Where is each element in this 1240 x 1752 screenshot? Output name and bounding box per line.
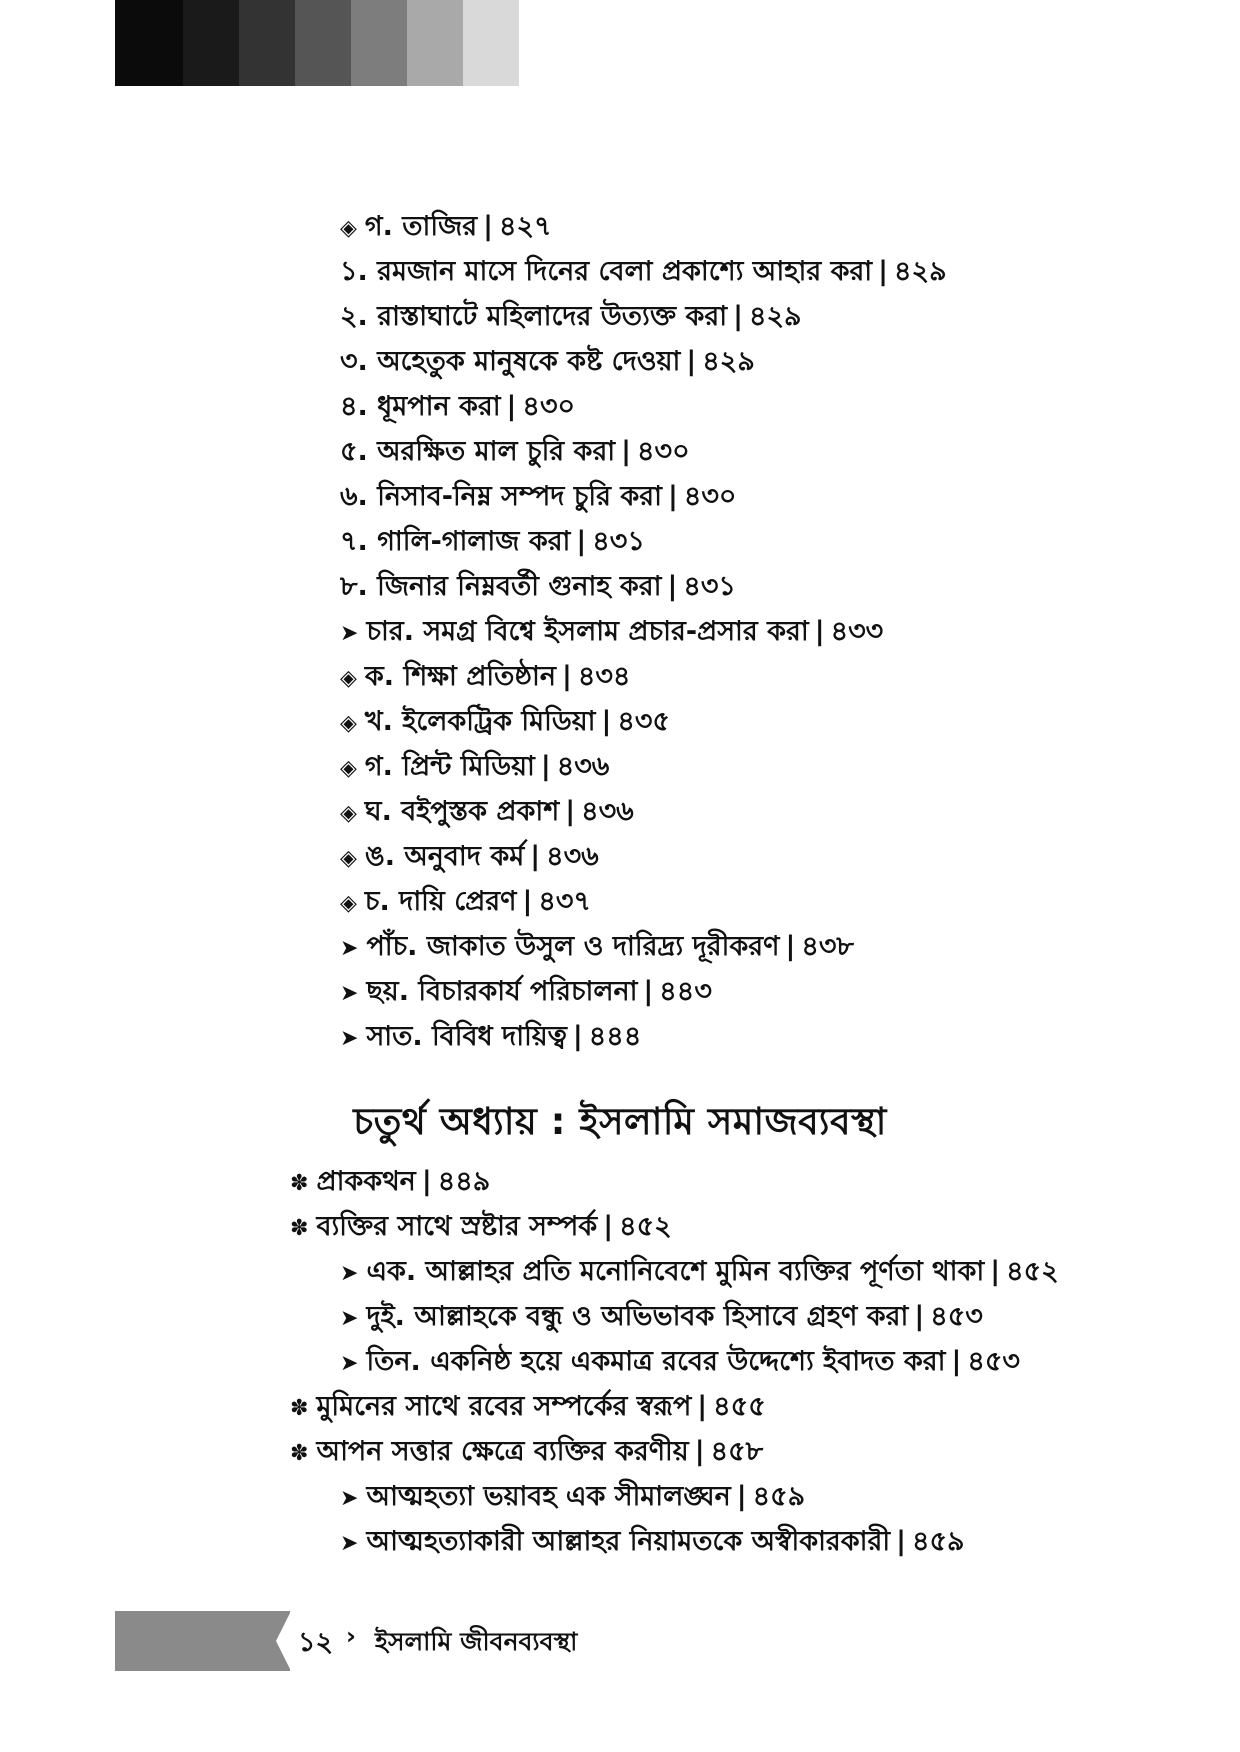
- toc-entry-text: ক. শিক্ষা প্রতিষ্ঠান: [364, 661, 556, 692]
- separator: |: [530, 841, 541, 872]
- toc-entry[interactable]: [340, 1345, 1020, 1381]
- toc-entry-page: ৪৪৯: [437, 1166, 491, 1197]
- gradient-cell: [351, 0, 407, 86]
- separator: |: [643, 976, 654, 1007]
- separator: |: [603, 1211, 614, 1242]
- toc-entry-text: ব্যক্তির সাথে স্রষ্টার সম্পর্ক: [316, 1211, 598, 1242]
- chevron-right-icon: ›: [346, 1622, 356, 1650]
- toc-entry-page: ৪৩৮: [801, 931, 854, 962]
- toc-entry-text: দুই. আল্লাহকে বন্ধু ও অভিভাবক হিসাবে গ্রহণ করা: [366, 1301, 909, 1332]
- toc-entry-page: ৪২৯: [702, 346, 755, 377]
- separator: |: [421, 1166, 432, 1197]
- gradient-header-bar: [115, 0, 519, 86]
- separator: |: [601, 706, 612, 737]
- gradient-cell: [183, 0, 239, 86]
- arrow-bullet-icon: ➤: [340, 1306, 359, 1331]
- separator: |: [896, 1526, 906, 1557]
- toc-entry-page: ৪৩৭: [538, 886, 591, 917]
- toc-entry[interactable]: [340, 480, 736, 514]
- toc-entry-page: ৪৩০: [637, 436, 690, 467]
- toc-entry[interactable]: [340, 930, 854, 966]
- toc-entry[interactable]: [340, 435, 690, 469]
- toc-entry[interactable]: [340, 795, 634, 831]
- toc-entry[interactable]: [340, 1300, 983, 1336]
- separator: |: [667, 571, 678, 602]
- separator: |: [522, 886, 533, 917]
- separator: |: [621, 436, 632, 467]
- arrow-bullet-icon: ➤: [340, 936, 359, 961]
- toc-entry-text: এক. আল্লাহর প্রতি মনোনিবেশে মুমিন ব্যক্তির পূর্ণতা থাকা: [366, 1256, 985, 1287]
- arrow-bullet-icon: ➤: [340, 1351, 359, 1376]
- diamond-bullet-icon: ◈: [340, 801, 357, 826]
- toc-entry-page: ৪৩৪: [577, 661, 631, 692]
- toc-entry-text: মুমিনের সাথে রবের সম্পর্কের স্বরূপ: [316, 1391, 692, 1422]
- toc-entry-page: ৪৫২: [619, 1211, 672, 1242]
- toc-entry[interactable]: [290, 1210, 672, 1246]
- chapter-heading: চতুর্থ অধ্যায় : ইসলামি সমাজব্যবস্থা: [353, 1100, 887, 1143]
- toc-entry-text: ৭. গালি-গালাজ করা: [340, 526, 571, 557]
- toc-entry-text: আপন সত্তার ক্ষেত্রে ব্যক্তির করণীয়: [316, 1436, 689, 1467]
- arrow-bullet-icon: ➤: [340, 1486, 359, 1511]
- toc-entry[interactable]: [340, 255, 947, 289]
- running-footer-title: ইসলামি জীবনব্যবস্থা: [375, 1627, 578, 1656]
- toc-entry-text: খ. ইলেকট্রিক মিডিয়া: [364, 706, 596, 737]
- toc-entry[interactable]: [340, 1255, 1059, 1291]
- toc-entry[interactable]: [340, 345, 755, 379]
- toc-entry[interactable]: [340, 390, 575, 424]
- separator: |: [697, 1391, 708, 1422]
- toc-entry[interactable]: [340, 210, 552, 246]
- toc-entry-text: প্রাককথন: [316, 1166, 416, 1197]
- toc-entry-page: ৪৪৩: [659, 976, 712, 1007]
- separator: |: [483, 211, 493, 242]
- gradient-cell: [239, 0, 295, 86]
- separator: |: [540, 751, 551, 782]
- separator: |: [686, 346, 697, 377]
- toc-entry[interactable]: [340, 615, 883, 651]
- toc-entry-text: ঙ. অনুবাদ কর্ম: [364, 841, 525, 872]
- toc-entry-text: ছয়. বিচারকার্য পরিচালনা: [366, 976, 638, 1007]
- toc-entry[interactable]: [340, 705, 670, 741]
- separator: |: [785, 931, 796, 962]
- separator: |: [572, 1021, 583, 1052]
- toc-entry-page: ৪৫৮: [710, 1436, 764, 1467]
- toc-entry-page: ৪৩০: [522, 391, 576, 422]
- toc-entry-text: ৩. অহেতুক মানুষকে কষ্ট দেওয়া: [340, 346, 681, 377]
- diamond-bullet-icon: ◈: [340, 666, 357, 691]
- toc-entry-page: ৪৩৬: [581, 796, 634, 827]
- toc-entry-text: তিন. একনিষ্ঠ হয়ে একমাত্র রবের উদ্দেশ্যে ইবাদত করা: [366, 1346, 946, 1377]
- separator: |: [667, 481, 678, 512]
- toc-entry[interactable]: [340, 660, 630, 696]
- gradient-cell: [115, 0, 183, 86]
- toc-entry-text: ঘ. বইপুস্তক প্রকাশ: [364, 796, 560, 827]
- toc-entry-text: চ. দায়ি প্রেরণ: [364, 886, 517, 917]
- diamond-bullet-icon: ◈: [340, 846, 357, 871]
- diamond-bullet-icon: ◈: [340, 216, 357, 241]
- toc-entry-page: ৪৩৬: [546, 841, 599, 872]
- toc-entry-text: ২. রাস্তাঘাটে মহিলাদের উত্যক্ত করা: [340, 301, 728, 332]
- separator: |: [561, 661, 572, 692]
- toc-entry-page: ৪৩১: [592, 526, 645, 557]
- toc-entry[interactable]: [340, 1020, 641, 1056]
- separator: |: [878, 256, 889, 287]
- flower-bullet-icon: ✽: [290, 1441, 309, 1466]
- flower-bullet-icon: ✽: [290, 1216, 309, 1241]
- separator: |: [506, 391, 517, 422]
- arrow-bullet-icon: ➤: [340, 621, 359, 646]
- toc-entry[interactable]: [340, 570, 736, 604]
- toc-entry-page: ৪৫৯: [911, 1526, 965, 1557]
- toc-entry[interactable]: [290, 1165, 490, 1201]
- toc-entry-page: ৪৫৩: [930, 1301, 983, 1332]
- arrow-bullet-icon: ➤: [340, 981, 359, 1006]
- toc-entry[interactable]: [340, 840, 599, 876]
- toc-entry-page: ৪৩১: [683, 571, 736, 602]
- toc-entry-text: পাঁচ. জাকাত উসুল ও দারিদ্র্য দূরীকরণ: [366, 931, 780, 962]
- separator: |: [951, 1346, 962, 1377]
- toc-entry-page: ৪২৭: [498, 211, 552, 242]
- toc-entry-text: ১. রমজান মাসে দিনের বেলা প্রকাশ্যে আহার করা: [340, 256, 873, 287]
- diamond-bullet-icon: ◈: [340, 711, 357, 736]
- toc-entry-page: ৪৩০: [683, 481, 737, 512]
- toc-entry-page: ৪৩৫: [617, 706, 670, 737]
- arrow-bullet-icon: ➤: [340, 1531, 359, 1556]
- toc-entry[interactable]: [340, 1525, 965, 1561]
- diamond-bullet-icon: ◈: [340, 891, 357, 916]
- diamond-bullet-icon: ◈: [340, 756, 357, 781]
- flower-bullet-icon: ✽: [290, 1171, 309, 1196]
- toc-entry-page: ৪২৯: [894, 256, 947, 287]
- toc-entry-text: আত্মহত্যা ভয়াবহ এক সীমালঙ্ঘন: [366, 1481, 731, 1512]
- separator: |: [565, 796, 576, 827]
- separator: |: [576, 526, 587, 557]
- toc-entry[interactable]: [290, 1435, 763, 1471]
- toc-entry[interactable]: [340, 750, 609, 786]
- toc-entry-page: ৪২৯: [748, 301, 802, 332]
- toc-entry-text: ৮. জিনার নিম্নবর্তী গুনাহ করা: [340, 571, 662, 602]
- gradient-cell: [295, 0, 351, 86]
- toc-entry-page: ৪৪৪: [588, 1021, 642, 1052]
- toc-entry-text: ৬. নিসাব-নিম্ন সম্পদ চুরি করা: [340, 481, 662, 512]
- toc-entry[interactable]: [340, 300, 802, 334]
- separator: |: [694, 1436, 705, 1467]
- arrow-bullet-icon: ➤: [340, 1026, 359, 1051]
- toc-entry[interactable]: [290, 1390, 766, 1426]
- page-number: ১২: [298, 1627, 334, 1658]
- gradient-cell: [407, 0, 463, 86]
- arrow-bullet-icon: ➤: [340, 1261, 359, 1286]
- toc-entry-page: ৪৫৫: [713, 1391, 766, 1422]
- toc-entry-text: সাত. বিবিধ দায়িত্ব: [366, 1021, 567, 1052]
- toc-entry-page: ৪৩৩: [830, 616, 884, 647]
- footer-bar: [115, 1611, 290, 1671]
- toc-entry-text: গ. তাজির: [364, 211, 478, 242]
- toc-entry-text: ৫. অরক্ষিত মাল চুরি করা: [340, 436, 616, 467]
- toc-entry-page: ৪৫২: [1006, 1256, 1059, 1287]
- gradient-cell: [463, 0, 519, 86]
- separator: |: [733, 301, 743, 332]
- toc-entry-text: গ. প্রিন্ট মিডিয়া: [364, 751, 535, 782]
- separator: |: [736, 1481, 747, 1512]
- toc-entry-page: ৪৫৩: [967, 1346, 1020, 1377]
- toc-entry-text: চার. সমগ্র বিশ্বে ইসলাম প্রচার-প্রসার করা: [366, 616, 809, 647]
- toc-entry-text: ৪. ধূমপান করা: [340, 391, 501, 422]
- toc-entry-text: আত্মহত্যাকারী আল্লাহর নিয়ামতকে অস্বীকারকারী: [366, 1526, 891, 1557]
- toc-entry-page: ৪৩৬: [556, 751, 610, 782]
- flower-bullet-icon: ✽: [290, 1396, 309, 1421]
- separator: |: [990, 1256, 1001, 1287]
- toc-entry[interactable]: [340, 885, 591, 921]
- toc-entry[interactable]: [340, 525, 645, 559]
- toc-entry-page: ৪৫৯: [752, 1481, 806, 1512]
- toc-entry[interactable]: [340, 975, 712, 1011]
- toc-entry[interactable]: [340, 1480, 805, 1516]
- separator: |: [814, 616, 825, 647]
- separator: |: [914, 1301, 925, 1332]
